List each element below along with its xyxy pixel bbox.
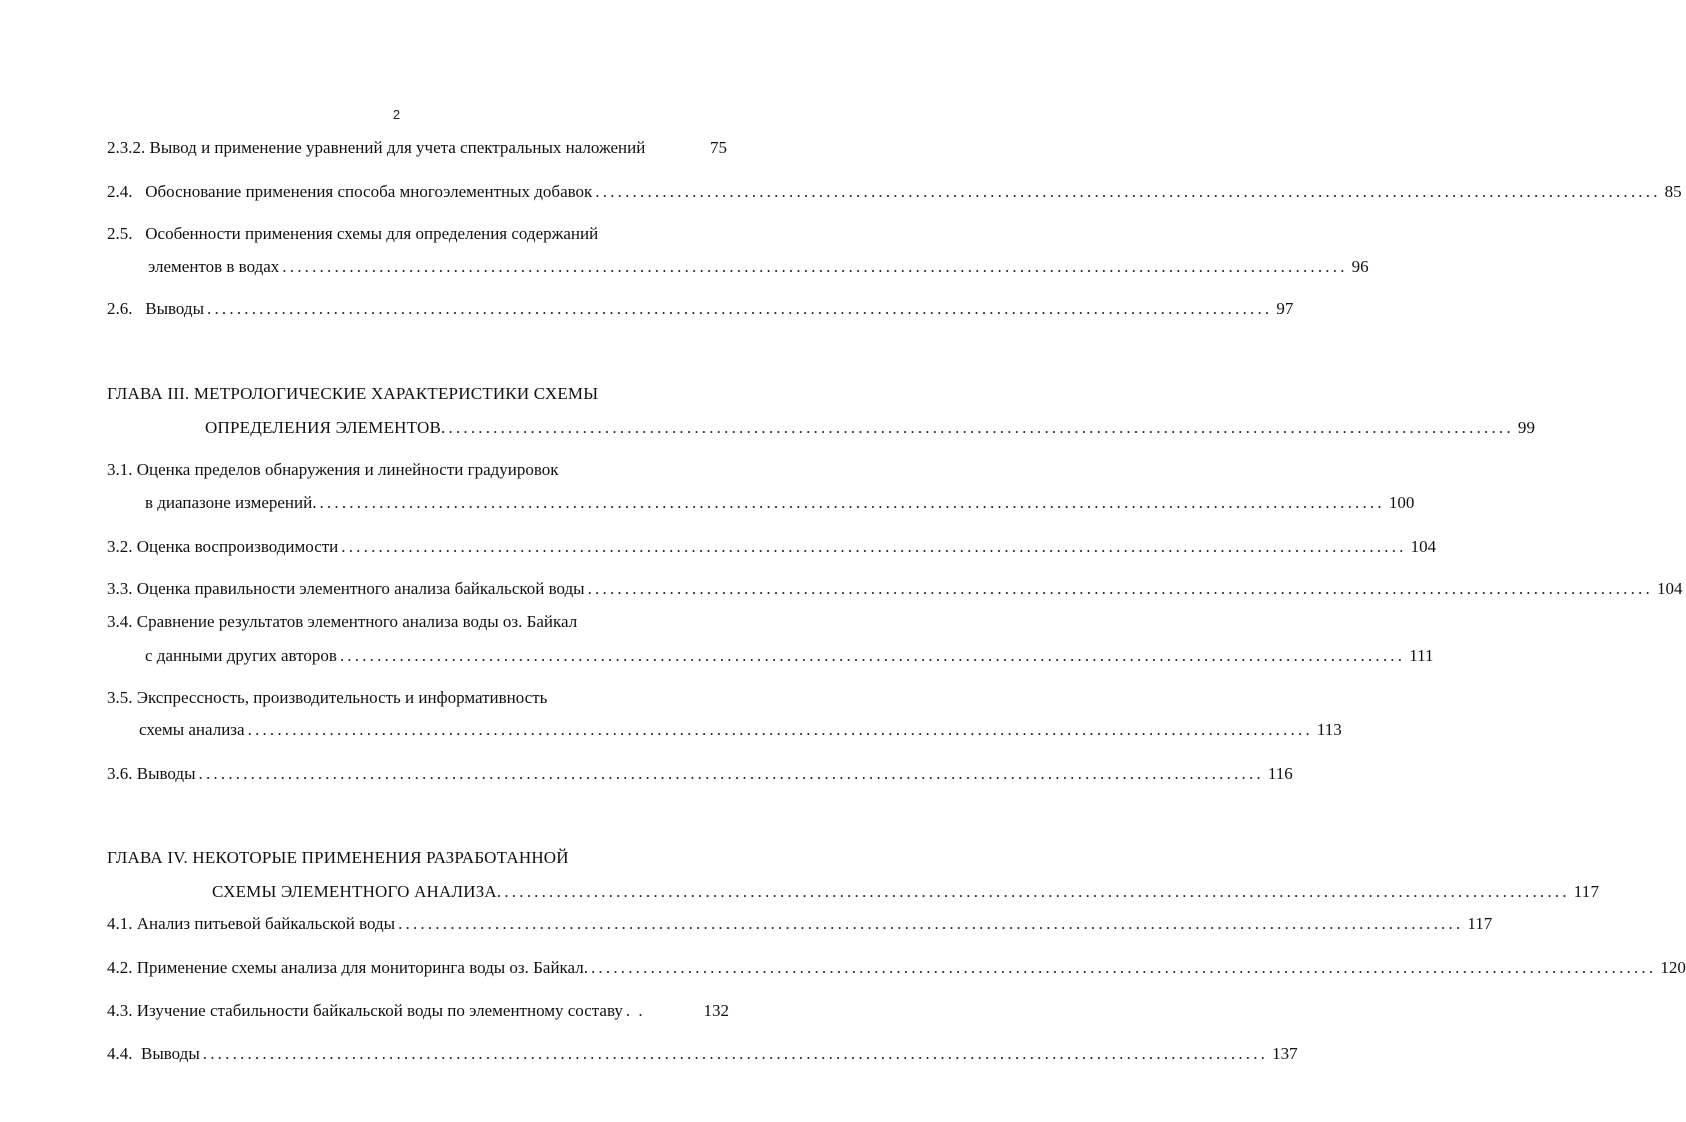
toc-leader-dots: ...............................................................................................................................................: [504, 882, 1570, 901]
toc-entry: [145, 646, 1434, 666]
toc-entry: [107, 914, 1493, 934]
toc-leader-dots: ...............................................................................................................................................: [247, 720, 1313, 739]
toc-entry-page: 104: [1656, 579, 1683, 598]
toc-entry-title: 3.6. Выводы: [107, 764, 196, 783]
toc-entry-title: с данными других авторов: [145, 646, 337, 665]
chapter-heading: [107, 384, 598, 404]
toc-entry: [145, 493, 1415, 513]
toc-entry-page: 116: [1267, 764, 1293, 783]
toc-entry-title: ОПРЕДЕЛЕНИЯ ЭЛЕМЕНТОВ.: [205, 418, 446, 437]
toc-entry-title: 4.3. Изучение стабильности байкальской воды по элементному составу: [107, 1001, 623, 1020]
toc-entry-title: 2.4. Обоснование применения способа многоэлементных добавок: [107, 182, 593, 201]
toc-entry: [107, 958, 1686, 978]
toc-entry-title: схемы анализа: [139, 720, 245, 739]
toc-entry: [107, 688, 547, 708]
toc-leader-dots: ...............................................................................................................................................: [595, 182, 1661, 201]
toc-leader-dots: ...............................................................................................................................................: [448, 418, 1514, 437]
toc-entry-page: 137: [1272, 1044, 1298, 1063]
chapter-title: ГЛАВА III. МЕТРОЛОГИЧЕСКИЕ ХАРАКТЕРИСТИКИ СХЕМЫ: [107, 384, 599, 403]
toc-entry: [107, 612, 577, 632]
toc-entry-page: 117: [1467, 914, 1493, 933]
toc-entry-title: СХЕМЫ ЭЛЕМЕНТНОГО АНАЛИЗА.: [212, 882, 502, 901]
toc-entry: [107, 138, 727, 158]
toc-entry: [107, 460, 559, 480]
toc-leader-dots: ...............................................................................................................................................: [319, 493, 1385, 512]
toc-entry-page: 100: [1388, 493, 1415, 512]
chapter-heading: [107, 848, 569, 868]
toc-entry-title: 4.2. Применение схемы анализа для мониторинга воды оз. Байкал.: [107, 958, 588, 977]
toc-entry: [107, 299, 1294, 319]
toc-leader-dots: . .: [625, 1001, 645, 1020]
toc-entry: [107, 1001, 729, 1021]
toc-entry-title: элементов в водах: [148, 257, 280, 276]
toc-leader-dots: ...............................................................................................................................................: [198, 764, 1264, 783]
toc-entry-title: 3.3. Оценка правильности элементного анализа байкальской воды: [107, 579, 585, 598]
toc-entry-title: 4.1. Анализ питьевой байкальской воды: [107, 914, 396, 933]
toc-leader-dots: ...............................................................................................................................................: [207, 299, 1273, 318]
toc-leader-dots: ...............................................................................................................................................: [587, 579, 1653, 598]
toc-entry: [107, 224, 598, 244]
toc-entry: [148, 257, 1369, 277]
toc-entry-title: 2.3.2. Вывод и применение уравнений для учета спектральных наложений: [107, 138, 646, 157]
toc-entry: [205, 418, 1536, 438]
toc-entry: [107, 537, 1437, 557]
toc-entry-page: 117: [1573, 882, 1600, 901]
toc-entry-title: 2.6. Выводы: [107, 299, 205, 318]
toc-entry-title: 3.5. Экспрессность, производительность и информативность: [107, 688, 548, 707]
toc-leader-dots: ...............................................................................................................................................: [590, 958, 1657, 977]
toc-leader-dots: ...............................................................................................................................................: [282, 257, 1348, 276]
toc-entry: [107, 764, 1293, 784]
toc-leader-dots: ...............................................................................................................................................: [202, 1044, 1269, 1063]
toc-entry-page: 97: [1276, 299, 1294, 318]
toc-entry: [107, 1044, 1298, 1064]
toc-entry: [139, 720, 1342, 740]
toc-entry-page: 75: [710, 138, 727, 157]
toc-entry-page: 111: [1409, 646, 1434, 665]
toc-entry-page: 96: [1351, 257, 1369, 276]
toc-leader-dots: ...............................................................................................................................................: [398, 914, 1464, 933]
toc-leader-dots: ...............................................................................................................................................: [341, 537, 1407, 556]
toc-entry-page: 85: [1664, 182, 1682, 201]
toc-entry-title: 3.4. Сравнение результатов элементного анализа воды оз. Байкал: [107, 612, 578, 631]
toc-entry-title: 3.1. Оценка пределов обнаружения и линейности градуировок: [107, 460, 559, 479]
toc-leader-dots: ...............................................................................................................................................: [339, 646, 1406, 665]
toc-entry-page: 120: [1660, 958, 1686, 977]
toc-entry: [107, 579, 1683, 599]
toc-entry-title: 3.2. Оценка воспроизводимости: [107, 537, 339, 556]
page-number: 2: [392, 107, 401, 122]
toc-entry-page: 99: [1517, 418, 1536, 437]
chapter-title: ГЛАВА IV. НЕКОТОРЫЕ ПРИМЕНЕНИЯ РАЗРАБОТАННОЙ: [107, 848, 569, 867]
toc-entry-title: 4.4. Выводы: [107, 1044, 200, 1063]
toc-entry-page: 104: [1410, 537, 1437, 556]
toc-entry: [212, 882, 1600, 902]
toc-entry-page: 132: [703, 1001, 729, 1020]
toc-entry-title: 2.5. Особенности применения схемы для определения содержаний: [107, 224, 599, 243]
toc-entry: [107, 182, 1682, 202]
toc-entry-page: 113: [1316, 720, 1342, 739]
toc-entry-title: в диапазоне измерений.: [145, 493, 317, 512]
